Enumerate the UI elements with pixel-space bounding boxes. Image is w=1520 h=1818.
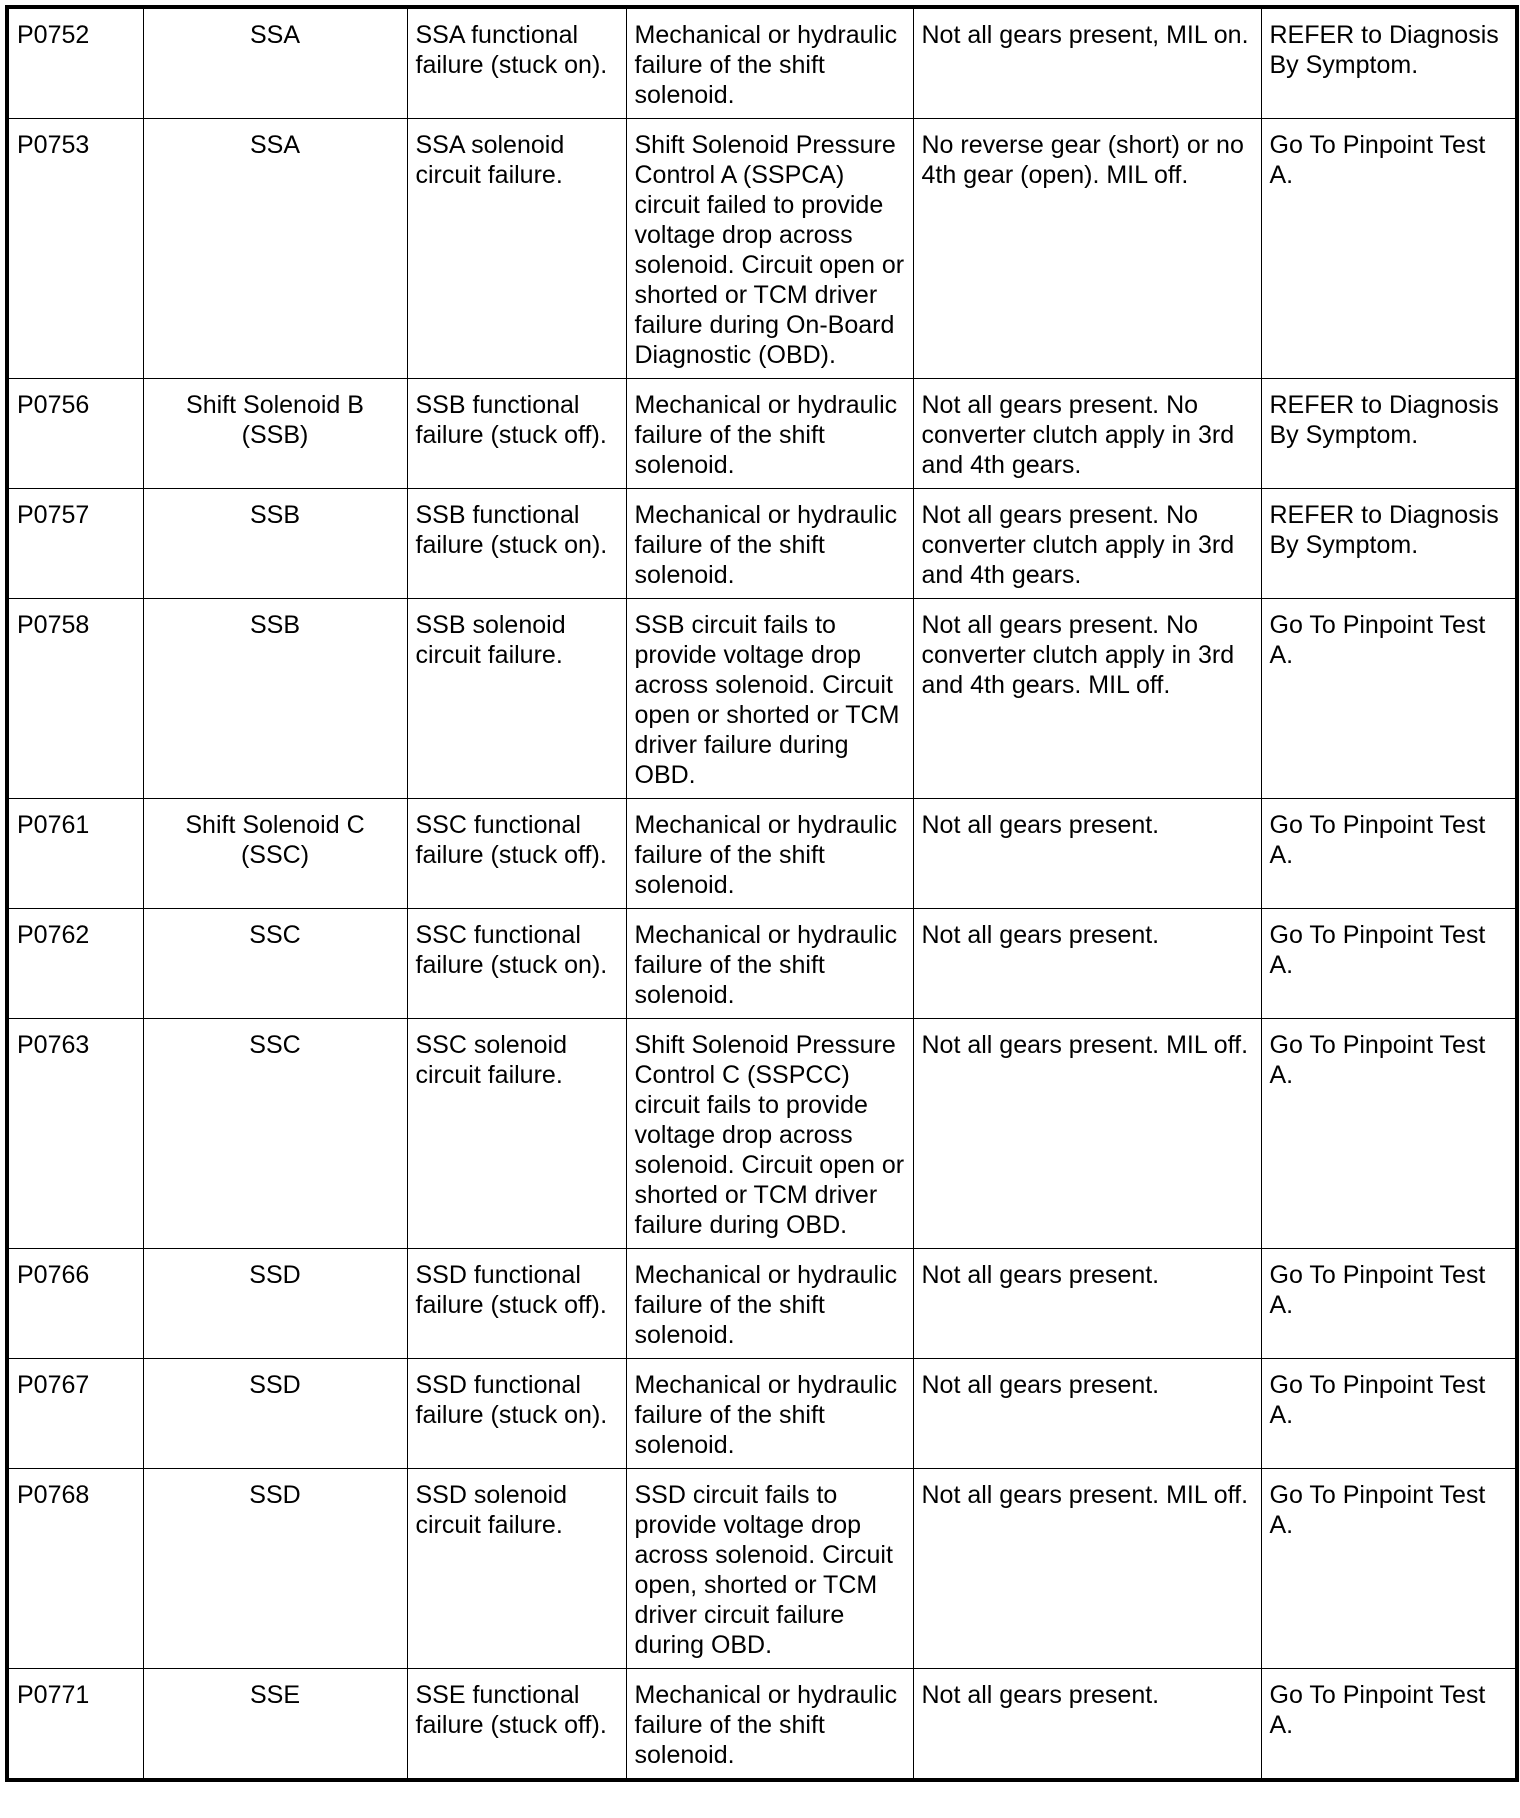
probable-cause-cell: Mechanical or hydraulic failure of the shift solenoid. (626, 379, 913, 489)
description-cell: SSD solenoid circuit failure. (407, 1469, 626, 1669)
table-row (7, 119, 1517, 379)
symptom-cell: Not all gears present. No converter clutch apply in 3rd and 4th gears. (913, 379, 1261, 489)
description-cell: SSC functional failure (stuck off). (407, 799, 626, 909)
component-cell: SSB (143, 599, 407, 799)
dtc-code-cell: P0771 (7, 1669, 143, 1781)
table-row (7, 1469, 1517, 1669)
component-cell: SSE (143, 1669, 407, 1781)
table-row (7, 1669, 1517, 1781)
dtc-code-cell: P0753 (7, 119, 143, 379)
action-cell: REFER to Diagnosis By Symptom. (1261, 489, 1517, 599)
probable-cause-cell: Shift Solenoid Pressure Control C (SSPCC) circuit fails to provide voltage drop across solenoid. Circuit open or shorted or TCM driver failure during OBD. (626, 1019, 913, 1249)
action-cell: Go To Pinpoint Test A. (1261, 1669, 1517, 1781)
table-row (7, 489, 1517, 599)
symptom-cell: Not all gears present. (913, 1359, 1261, 1469)
probable-cause-cell: SSD circuit fails to provide voltage drop across solenoid. Circuit open, shorted or TCM driver circuit failure during OBD. (626, 1469, 913, 1669)
component-cell: SSD (143, 1249, 407, 1359)
dtc-code-cell: P0756 (7, 379, 143, 489)
action-cell: Go To Pinpoint Test A. (1261, 1019, 1517, 1249)
table-row (7, 1249, 1517, 1359)
symptom-cell: Not all gears present. (913, 909, 1261, 1019)
dtc-code-cell: P0758 (7, 599, 143, 799)
description-cell: SSC functional failure (stuck on). (407, 909, 626, 1019)
description-cell: SSE functional failure (stuck off). (407, 1669, 626, 1781)
description-cell: SSD functional failure (stuck off). (407, 1249, 626, 1359)
description-cell: SSB functional failure (stuck on). (407, 489, 626, 599)
component-cell: SSD (143, 1359, 407, 1469)
dtc-code-cell: P0762 (7, 909, 143, 1019)
action-cell: Go To Pinpoint Test A. (1261, 1359, 1517, 1469)
description-cell: SSC solenoid circuit failure. (407, 1019, 626, 1249)
component-cell: SSA (143, 7, 407, 119)
dtc-code-cell: P0767 (7, 1359, 143, 1469)
component-cell: Shift Solenoid C (SSC) (143, 799, 407, 909)
dtc-code-cell: P0757 (7, 489, 143, 599)
component-cell: SSC (143, 1019, 407, 1249)
component-cell: Shift Solenoid B (SSB) (143, 379, 407, 489)
symptom-cell: Not all gears present. No converter clutch apply in 3rd and 4th gears. (913, 489, 1261, 599)
probable-cause-cell: Mechanical or hydraulic failure of the shift solenoid. (626, 909, 913, 1019)
table-row (7, 1019, 1517, 1249)
dtc-code-cell: P0763 (7, 1019, 143, 1249)
action-cell: Go To Pinpoint Test A. (1261, 909, 1517, 1019)
symptom-cell: Not all gears present. (913, 799, 1261, 909)
action-cell: Go To Pinpoint Test A. (1261, 1249, 1517, 1359)
probable-cause-cell: SSB circuit fails to provide voltage drop across solenoid. Circuit open or shorted or TCM driver failure during OBD. (626, 599, 913, 799)
table-row (7, 909, 1517, 1019)
probable-cause-cell: Mechanical or hydraulic failure of the shift solenoid. (626, 1359, 913, 1469)
component-cell: SSD (143, 1469, 407, 1669)
dtc-code-cell: P0766 (7, 1249, 143, 1359)
symptom-cell: Not all gears present. (913, 1249, 1261, 1359)
action-cell: REFER to Diagnosis By Symptom. (1261, 379, 1517, 489)
probable-cause-cell: Mechanical or hydraulic failure of the shift solenoid. (626, 799, 913, 909)
symptom-cell: Not all gears present. MIL off. (913, 1469, 1261, 1669)
dtc-table (5, 5, 1519, 1782)
description-cell: SSD functional failure (stuck on). (407, 1359, 626, 1469)
dtc-code-cell: P0768 (7, 1469, 143, 1669)
action-cell: Go To Pinpoint Test A. (1261, 1469, 1517, 1669)
symptom-cell: Not all gears present. MIL off. (913, 1019, 1261, 1249)
action-cell: Go To Pinpoint Test A. (1261, 119, 1517, 379)
component-cell: SSB (143, 489, 407, 599)
table-row (7, 599, 1517, 799)
description-cell: SSA functional failure (stuck on). (407, 7, 626, 119)
table-row (7, 7, 1517, 119)
probable-cause-cell: Mechanical or hydraulic failure of the shift solenoid. (626, 489, 913, 599)
probable-cause-cell: Mechanical or hydraulic failure of the shift solenoid. (626, 1249, 913, 1359)
probable-cause-cell: Mechanical or hydraulic failure of the shift solenoid. (626, 7, 913, 119)
symptom-cell: No reverse gear (short) or no 4th gear (open). MIL off. (913, 119, 1261, 379)
symptom-cell: Not all gears present. (913, 1669, 1261, 1781)
table-row (7, 1359, 1517, 1469)
description-cell: SSA solenoid circuit failure. (407, 119, 626, 379)
table-row (7, 379, 1517, 489)
symptom-cell: Not all gears present. No converter clutch apply in 3rd and 4th gears. MIL off. (913, 599, 1261, 799)
probable-cause-cell: Mechanical or hydraulic failure of the shift solenoid. (626, 1669, 913, 1781)
action-cell: Go To Pinpoint Test A. (1261, 799, 1517, 909)
dtc-code-cell: P0761 (7, 799, 143, 909)
action-cell: REFER to Diagnosis By Symptom. (1261, 7, 1517, 119)
table-row (7, 799, 1517, 909)
description-cell: SSB solenoid circuit failure. (407, 599, 626, 799)
description-cell: SSB functional failure (stuck off). (407, 379, 626, 489)
probable-cause-cell: Shift Solenoid Pressure Control A (SSPCA) circuit failed to provide voltage drop across solenoid. Circuit open or shorted or TCM driver failure during On-Board Diagnostic (OBD). (626, 119, 913, 379)
component-cell: SSC (143, 909, 407, 1019)
component-cell: SSA (143, 119, 407, 379)
symptom-cell: Not all gears present, MIL on. (913, 7, 1261, 119)
action-cell: Go To Pinpoint Test A. (1261, 599, 1517, 799)
dtc-code-cell: P0752 (7, 7, 143, 119)
